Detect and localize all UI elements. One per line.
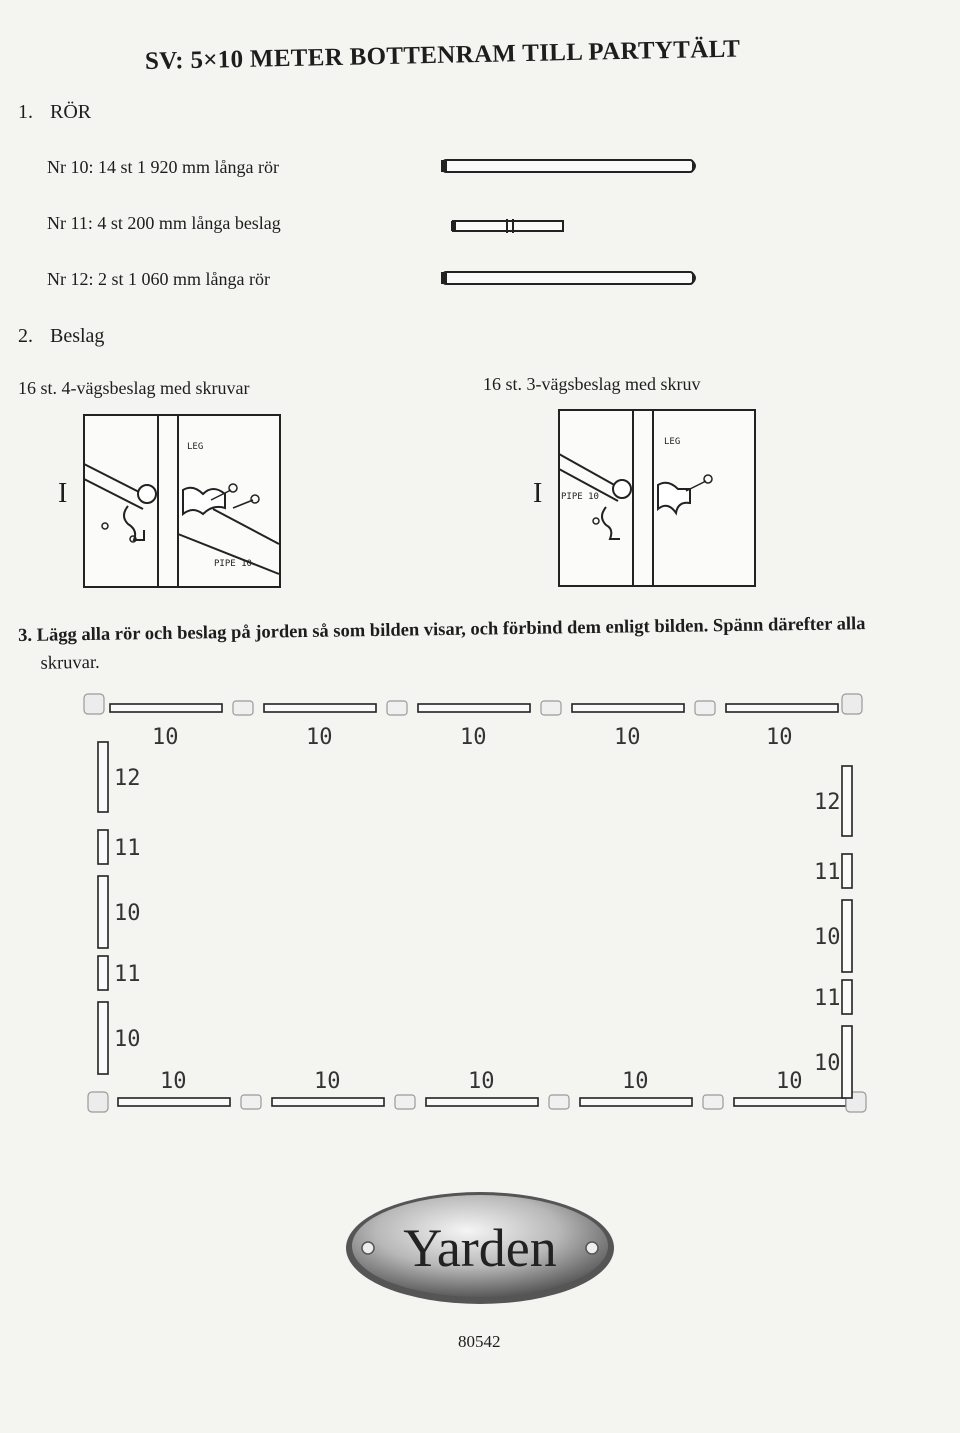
- section-1-number: 1.: [18, 101, 33, 123]
- section-3-number: 3.: [18, 625, 33, 646]
- pipe-item-12: Nr 12: 2 st 1 060 mm långa rör: [47, 269, 270, 289]
- right-pipe-label: 11: [814, 860, 841, 885]
- left-pipe-label: 11: [114, 962, 141, 987]
- left-pipe-label: 11: [114, 836, 141, 861]
- top-pipe-label: 10: [766, 725, 793, 750]
- corner-fitting: [842, 694, 862, 714]
- right-pipe-label: 12: [814, 790, 841, 815]
- corner-fitting: [84, 694, 104, 714]
- long-pipe-icon: [441, 160, 695, 172]
- section-3-text-end: skruvar.: [40, 652, 100, 674]
- fitting-4way-figure: [83, 414, 283, 590]
- left-pipe-label: 10: [114, 901, 141, 926]
- fitting-caption-4way: 16 st. 4-vägsbeslag med skruvar: [18, 378, 250, 398]
- section-1-title: RÖR: [50, 101, 92, 123]
- right-pipe: [842, 854, 852, 888]
- section-1-heading: [18, 101, 91, 124]
- bottom-pipe: [426, 1098, 538, 1106]
- product-code: 80542: [458, 1332, 501, 1351]
- top-pipe-label: 10: [152, 725, 179, 750]
- right-pipe: [842, 980, 852, 1014]
- top-connector: [387, 701, 407, 715]
- page-title: SV: 5×10 METER BOTTENRAM TILL PARTYTÄLT: [144, 35, 741, 75]
- fitting-caption-3way: 16 st. 3-vägsbeslag med skruv: [483, 374, 701, 394]
- right-pipe-label: 11: [814, 986, 841, 1011]
- bottom-connector: [703, 1095, 723, 1109]
- bottom-connector: [395, 1095, 415, 1109]
- top-pipe-label: 10: [614, 725, 641, 750]
- bottom-pipe: [580, 1098, 692, 1106]
- short-fitting-icon: [451, 219, 563, 233]
- section-2-title: Beslag: [50, 325, 105, 347]
- section-3-instructions: [18, 609, 949, 678]
- bottom-connector: [241, 1095, 261, 1109]
- bottom-pipe-label: 10: [622, 1069, 649, 1094]
- section-2-heading: [18, 325, 104, 348]
- pipe-illustrations: [435, 150, 705, 300]
- section-3-text: Lägg alla rör och beslag på jorden så som bilden visar, och förbind dem enligt bilden. Spänn därefter alla: [36, 614, 866, 646]
- right-pipe: [842, 766, 852, 836]
- left-pipe-label: 10: [114, 1027, 141, 1052]
- logo-right-dot-icon: [586, 1242, 598, 1254]
- section-2-number: 2.: [18, 325, 33, 347]
- left-pipe: [98, 1002, 108, 1074]
- top-pipe-label: 10: [306, 725, 333, 750]
- right-pipe: [842, 900, 852, 972]
- bottom-pipe-label: 10: [776, 1069, 803, 1094]
- right-pipe-label: 10: [814, 925, 841, 950]
- pipe-item-11: Nr 11: 4 st 200 mm långa beslag: [47, 213, 281, 233]
- top-pipe-label: 10: [460, 725, 487, 750]
- bottom-pipe: [118, 1098, 230, 1106]
- left-pipe: [98, 742, 108, 812]
- top-connector: [695, 701, 715, 715]
- bottom-pipe: [734, 1098, 846, 1106]
- fitting-marker-4way: I: [58, 478, 68, 509]
- top-connector: [541, 701, 561, 715]
- left-pipe-label: 12: [114, 766, 141, 791]
- right-pipe-label: 10: [814, 1051, 841, 1076]
- pipe-item-10: Nr 10: 14 st 1 920 mm långa rör: [47, 157, 279, 177]
- medium-pipe-icon: [441, 272, 695, 284]
- bottom-pipe-label: 10: [468, 1069, 495, 1094]
- logo-text: Yarden: [403, 1218, 557, 1278]
- corner-fitting: [88, 1092, 108, 1112]
- left-pipe: [98, 830, 108, 864]
- fitting-marker-3way: I: [533, 478, 543, 509]
- top-pipe: [418, 704, 530, 712]
- left-pipe: [98, 956, 108, 990]
- top-pipe: [726, 704, 838, 712]
- bottom-connector: [549, 1095, 569, 1109]
- fitting-3way-figure: [558, 409, 758, 589]
- top-pipe: [572, 704, 684, 712]
- frame-layout-diagram: [80, 690, 880, 1125]
- bottom-pipe-label: 10: [314, 1069, 341, 1094]
- fitting-3way-pipe-label: PIPE 10: [561, 492, 599, 502]
- logo-left-dot-icon: [362, 1242, 374, 1254]
- fitting-3way-leg-label: LEG: [664, 437, 681, 447]
- top-connector: [233, 701, 253, 715]
- right-pipe: [842, 1026, 852, 1098]
- bottom-pipe-label: 10: [160, 1069, 187, 1094]
- fitting-4way-pipe-label: PIPE 10: [214, 559, 252, 569]
- yarden-logo: [342, 1188, 618, 1314]
- left-pipe: [98, 876, 108, 948]
- fitting-4way-leg-label: LEG: [187, 442, 204, 452]
- top-pipe: [264, 704, 376, 712]
- bottom-pipe: [272, 1098, 384, 1106]
- top-pipe: [110, 704, 222, 712]
